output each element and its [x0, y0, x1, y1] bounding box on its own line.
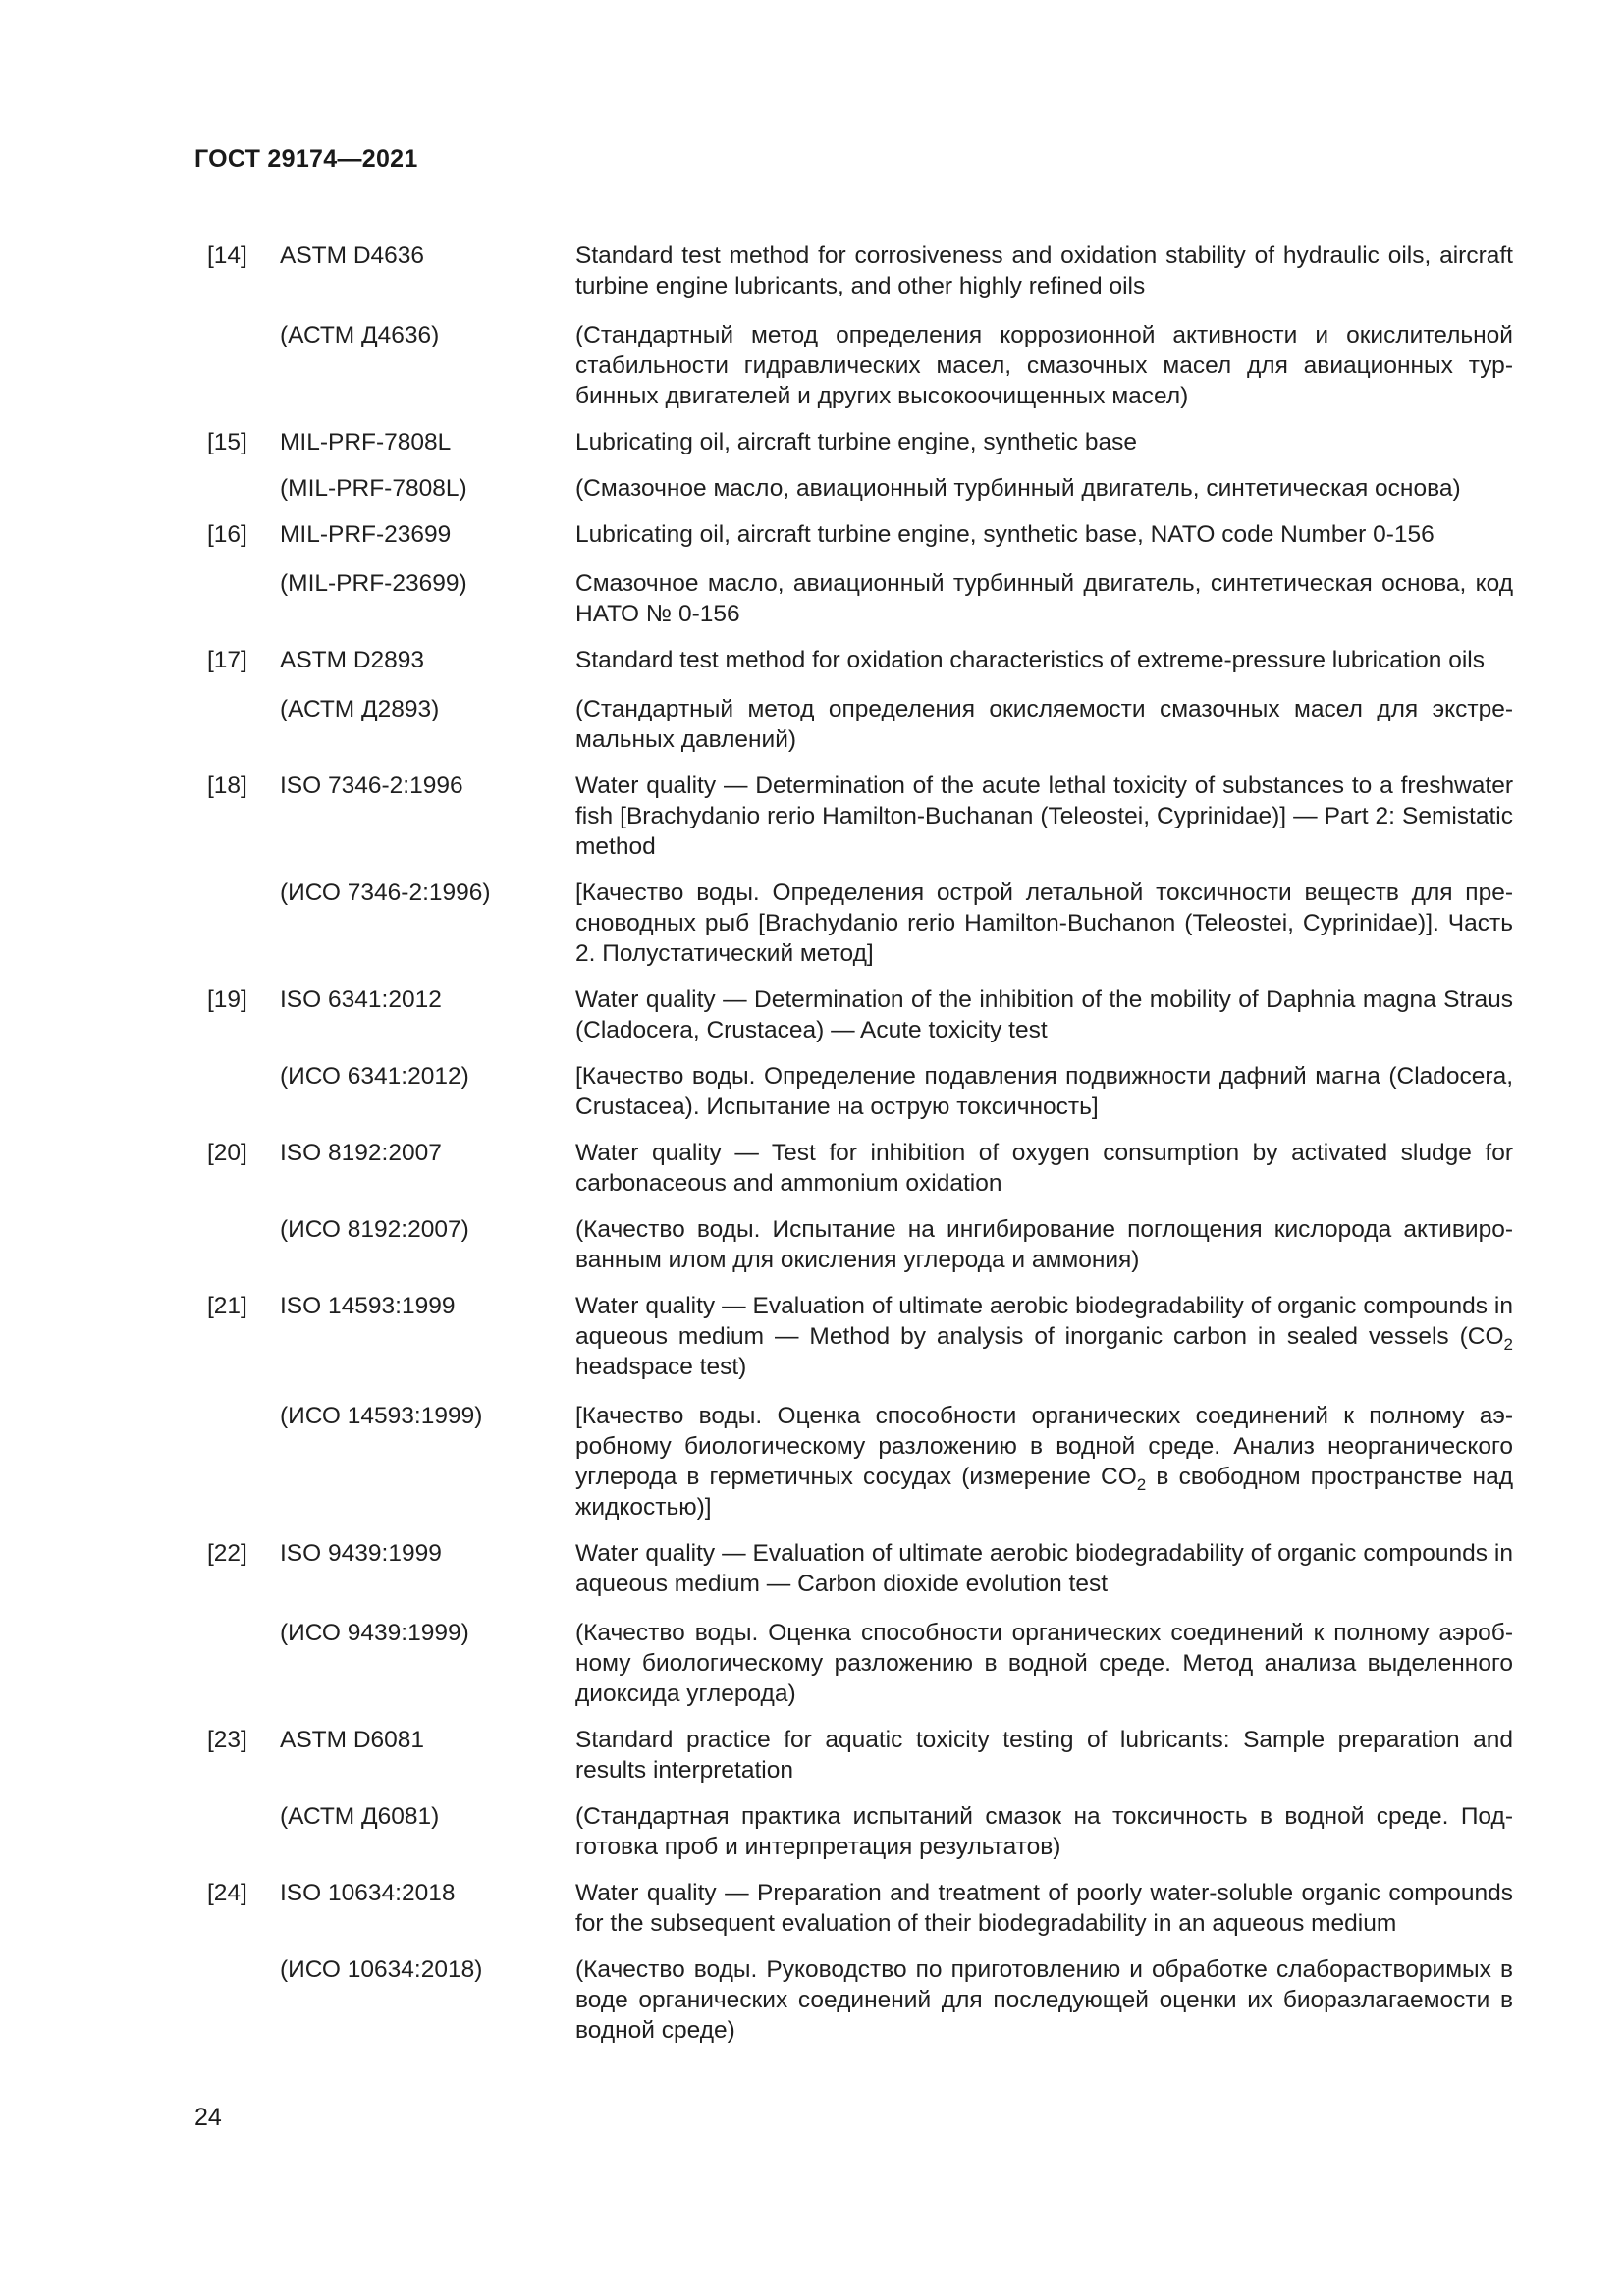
reference-title: Standard practice for aquatic toxicity testing of lubricants: Sample preparation and results interpretation — [575, 1727, 1513, 1784]
reference-entry — [207, 1954, 1513, 2046]
reference-code: ASTM D2893 — [280, 647, 425, 673]
reference-code: ISO 9439:1999 — [280, 1540, 442, 1567]
reference-entry — [207, 519, 1513, 550]
reference-title-part: headspace test) — [575, 1354, 747, 1380]
reference-entry — [207, 1618, 1513, 1709]
reference-title: Water quality — Determination of the acute lethal toxicity of substances to a freshwater fish [Brachydanio rerio Hamilton-Buchanan (Teleostei, Cyprinidae)] — Part 2: Semistatic method — [575, 773, 1513, 860]
reference-title — [575, 1291, 1513, 1382]
reference-number: [22] — [207, 1540, 247, 1567]
reference-entry — [207, 1061, 1513, 1122]
reference-entry — [207, 1214, 1513, 1275]
reference-title-part: Water quality — Evaluation of ultimate aerobic biodegradability of organic compounds in aqueous medium — Method by analysis of inorganic carbon in sealed vessels (CO — [575, 1293, 1513, 1350]
document-header: ГОСТ 29174—2021 — [194, 145, 418, 173]
reference-code: (АСТМ Д2893) — [280, 696, 440, 722]
reference-code: MIL-PRF-23699 — [280, 521, 452, 548]
reference-entry — [207, 1291, 1513, 1382]
reference-title: (Смазочное масло, авиационный турбинный двигатель, синтетическая основа) — [575, 475, 1461, 502]
reference-entry — [207, 694, 1513, 755]
reference-code: ASTM D4636 — [280, 242, 425, 269]
reference-title: (Стандартный метод определения коррозионной активности и окислительной стабильности гидравлических масел, смазочных масел для авиационных турбинных двигателей и других высокоочищенных масел) — [575, 322, 1513, 409]
bibliography-list — [207, 240, 1513, 2046]
reference-code: (MIL-PRF-7808L) — [280, 475, 467, 502]
reference-code: ISO 14593:1999 — [280, 1293, 456, 1319]
reference-number: [17] — [207, 647, 247, 673]
page-number: 24 — [194, 2104, 222, 2131]
reference-entry — [207, 1801, 1513, 1862]
reference-code: ISO 6341:2012 — [280, 987, 442, 1013]
reference-number: [15] — [207, 429, 247, 455]
reference-entry — [207, 1725, 1513, 1786]
reference-title: (Стандартная практика испытаний смазок на токсичность в водной среде. Подготовка проб и интерпретация результатов) — [575, 1803, 1513, 1860]
reference-code: ISO 7346-2:1996 — [280, 773, 463, 799]
reference-title: [Качество воды. Определения острой летальной токсичности веществ для пресноводных рыб [Brachydanio rerio Hamilton-Buchanon (Teleostei, Cyprinidae)]. Часть 2. Полустатический метод] — [575, 880, 1513, 967]
reference-title: Water quality — Determination of the inhibition of the mobility of Daphnia magna Straus (Cladocera, Crustacea) — Acute toxicity test — [575, 987, 1513, 1043]
reference-entry — [207, 985, 1513, 1045]
reference-title: Lubricating oil, aircraft turbine engine, synthetic base, NATO code Number 0-156 — [575, 521, 1435, 548]
reference-number: [21] — [207, 1293, 247, 1319]
reference-title: Water quality — Preparation and treatment of poorly water-soluble organic compounds for the subsequent evaluation of their biodegradability in an aqueous medium — [575, 1880, 1513, 1937]
reference-code: MIL-PRF-7808L — [280, 429, 452, 455]
reference-title-part: [Качество воды. Оценка способности органических соединений к полному аэробному биологическому разложению в водной среде. Анализ неорганического углерода в герметичных сосудах (измерение CO — [575, 1403, 1513, 1490]
reference-entry — [207, 1401, 1513, 1522]
reference-title: Water quality — Test for inhibition of oxygen consumption by activated sludge for carbonaceous and ammonium oxidation — [575, 1140, 1513, 1197]
reference-code: (АСТМ Д6081) — [280, 1803, 440, 1830]
reference-code: (ИСО 10634:2018) — [280, 1956, 483, 1983]
reference-title: Water quality — Evaluation of ultimate aerobic biodegradability of organic compounds in aqueous medium — Carbon dioxide evolution test — [575, 1540, 1513, 1597]
reference-entry — [207, 1878, 1513, 1939]
reference-number: [16] — [207, 521, 247, 548]
subscript-text: 2 — [1136, 1474, 1147, 1494]
reference-title: (Качество воды. Испытание на ингибирование поглощения кислорода активированным илом для окисления углерода и аммония) — [575, 1216, 1513, 1273]
reference-number: [23] — [207, 1727, 247, 1753]
reference-title: (Качество воды. Оценка способности органических соединений к полному аэробному биологическому разложению в водной среде. Метод анализа выделенного диоксида углерода) — [575, 1620, 1513, 1707]
reference-number: [14] — [207, 242, 247, 269]
reference-code: (ИСО 8192:2007) — [280, 1216, 469, 1243]
reference-entry — [207, 771, 1513, 862]
reference-entry — [207, 320, 1513, 411]
reference-title: Lubricating oil, aircraft turbine engine, synthetic base — [575, 429, 1137, 455]
reference-code: (MIL-PRF-23699) — [280, 570, 467, 597]
reference-title: Standard test method for oxidation characteristics of extreme-pressure lubrication oils — [575, 647, 1485, 673]
reference-code: ISO 10634:2018 — [280, 1880, 456, 1906]
reference-code: (ИСО 6341:2012) — [280, 1063, 469, 1090]
reference-title-part: в свободном пространстве над жидкостью)] — [575, 1464, 1513, 1521]
reference-code: (ИСО 14593:1999) — [280, 1403, 483, 1429]
reference-entry — [207, 645, 1513, 675]
reference-code: (ИСО 9439:1999) — [280, 1620, 469, 1646]
reference-entry — [207, 427, 1513, 457]
reference-title: Standard test method for corrosiveness and oxidation stability of hydraulic oils, aircraft turbine engine lubricants, and other highly refined oils — [575, 242, 1513, 299]
subscript-text: 2 — [1503, 1334, 1513, 1354]
reference-code: ASTM D6081 — [280, 1727, 425, 1753]
reference-title: Смазочное масло, авиационный турбинный двигатель, синтетическая основа, код НАТО № 0-156 — [575, 570, 1513, 627]
reference-entry — [207, 240, 1513, 301]
reference-title — [575, 1401, 1513, 1522]
reference-entry — [207, 473, 1513, 504]
reference-entry — [207, 568, 1513, 629]
reference-title: [Качество воды. Определение подавления подвижности дафний магна (Cladocera, Crustacea). Испытание на острую токсичность] — [575, 1063, 1513, 1120]
reference-number: [19] — [207, 987, 247, 1013]
reference-code: (АСТМ Д4636) — [280, 322, 440, 348]
reference-entry — [207, 1138, 1513, 1199]
reference-title: (Качество воды. Руководство по приготовлению и обработке слаборастворимых в воде органических соединений для последующей оценки их биоразлагаемости в водной среде) — [575, 1956, 1513, 2044]
reference-entry — [207, 1538, 1513, 1599]
reference-number: [18] — [207, 773, 247, 799]
reference-code: (ИСО 7346-2:1996) — [280, 880, 491, 906]
reference-entry — [207, 878, 1513, 969]
reference-number: [24] — [207, 1880, 247, 1906]
reference-number: [20] — [207, 1140, 247, 1166]
reference-title: (Стандартный метод определения окисляемости смазочных масел для экстремальных давлений) — [575, 696, 1513, 753]
reference-code: ISO 8192:2007 — [280, 1140, 442, 1166]
